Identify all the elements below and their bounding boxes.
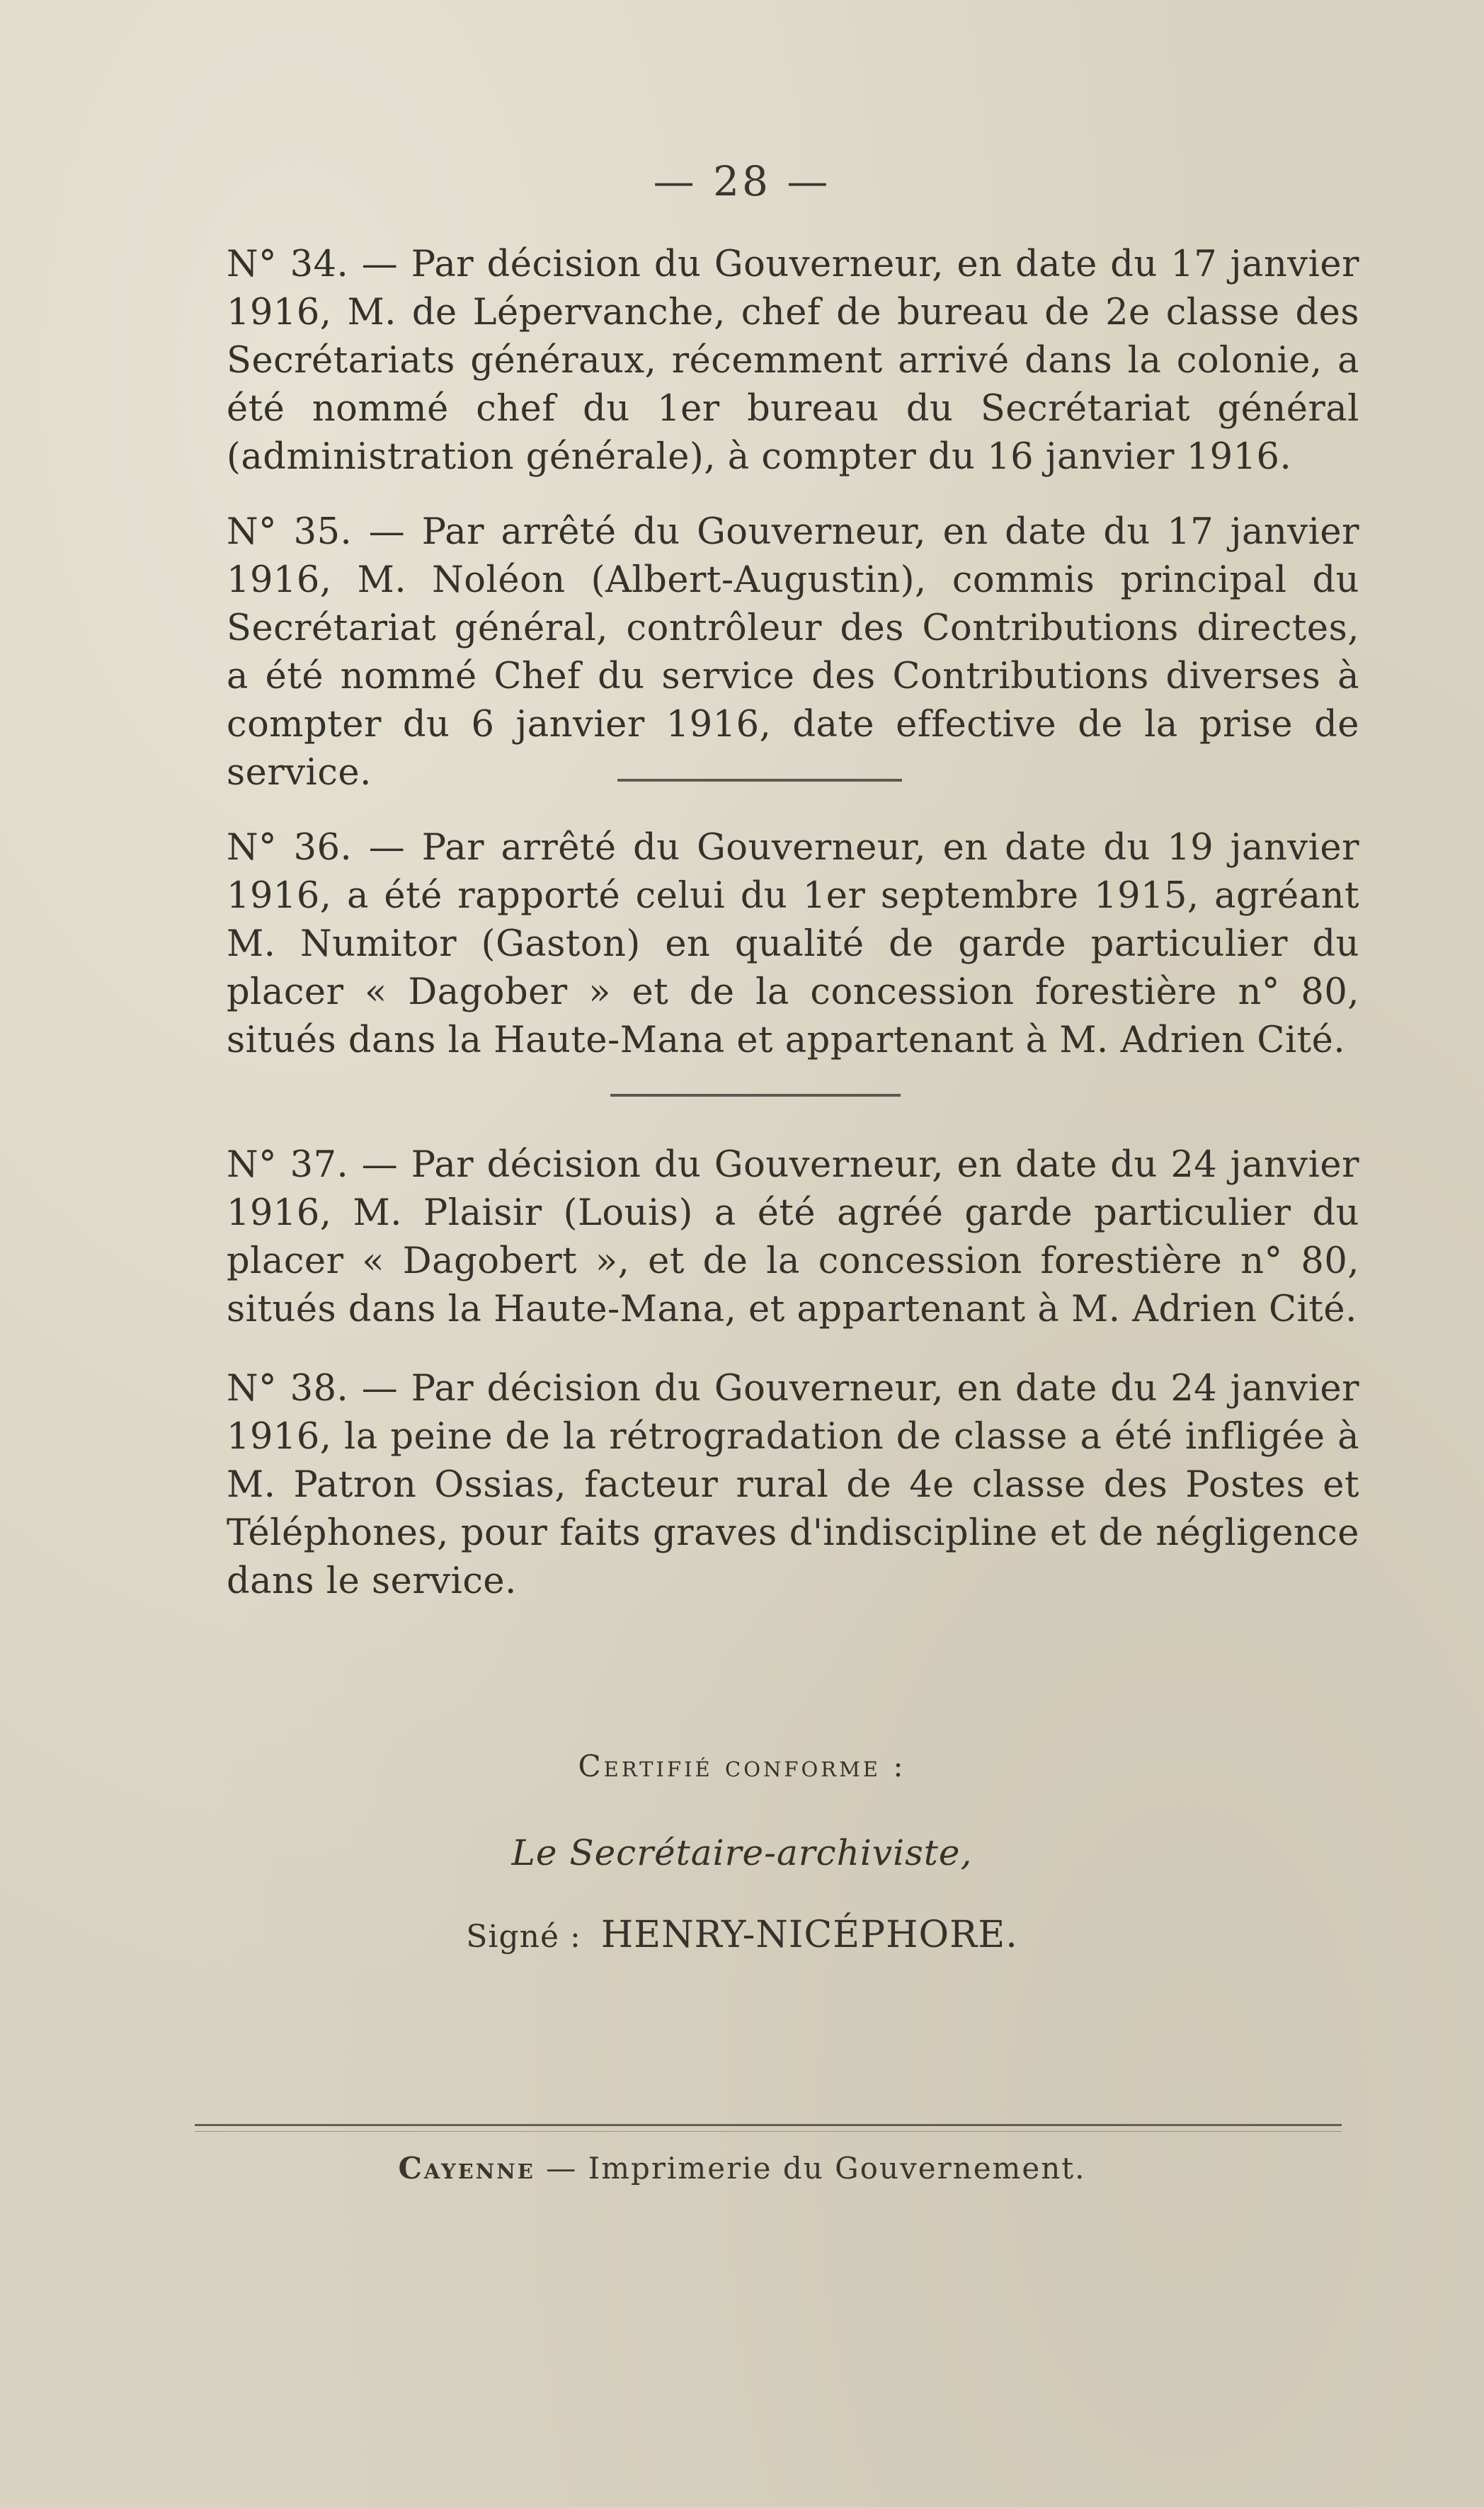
entry-text: N° 36. — Par arrêté du Gouverneur, en date du 19 janvier 1916, a été rapporté celui du 1er septembre 1915, agréant M. Numitor (Gaston) en qualité de garde particulier du placer « Dagober » et de la concession forestière n° 80, situés dans la Haute-Mana et appartenant à M. Adrien Cité. [227,827,1359,1061]
page-number: — 28 — [653,157,831,205]
imprint-city: Cayenne [398,2151,535,2186]
certification-heading: Certifié conforme : [578,1749,906,1783]
footer-divider [195,2124,1342,2126]
decision-entry-34 [177,241,1359,481]
imprint-printer: Imprimerie du Gouvernement. [588,2151,1086,2186]
decision-entry-35 [177,508,1359,797]
section-divider [617,779,902,782]
entry-text: N° 35. — Par arrêté du Gouverneur, en date du 17 janvier 1916, M. Noléon (Albert-Augustin), commis principal du Secrétariat général, contrôleur des Contributions directes, a été nommé Chef du service des Contributions diverses à compter du 6 janvier 1916, date effective de la prise de service. [227,511,1359,794]
footer-divider-thin [195,2131,1342,2132]
signed-label: Signé : [466,1919,581,1955]
signed-name: HENRY-NICÉPHORE. [600,1914,1018,1956]
entry-text: N° 37. — Par décision du Gouverneur, en date du 24 janvier 1916, M. Plaisir (Louis) a été agréé garde particulier du placer « Dagobert », et de la concession forestière n° 80, situés dans la Haute-Mana, et appartenant à M. Adrien Cité. [227,1144,1359,1330]
entry-text: N° 34. — Par décision du Gouverneur, en date du 17 janvier 1916, M. de Lépervanche, chef de bureau de 2e classe des Secrétariats généraux, récemment arrivé dans la colonie, a été nommé chef du 1er bureau du Secrétariat général (administration générale), à compter du 16 janvier 1916. [227,244,1359,478]
section-divider [610,1094,901,1097]
printer-imprint [0,2151,1484,2186]
certification-signature [0,1914,1484,1956]
imprint-separator: — [546,2151,578,2186]
certification-role: Le Secrétaire-archiviste, [511,1832,973,1873]
decision-entry-38 [177,1365,1359,1606]
entry-text: N° 38. — Par décision du Gouverneur, en date du 24 janvier 1916, la peine de la rétrogradation de classe a été infligée à M. Patron Ossias, facteur rural de 4e classe des Postes et Téléphones, pour faits graves d'indiscipline et de négligence dans le service. [227,1368,1359,1602]
decision-entry-37 [177,1141,1359,1334]
decision-entry-36 [177,824,1359,1065]
